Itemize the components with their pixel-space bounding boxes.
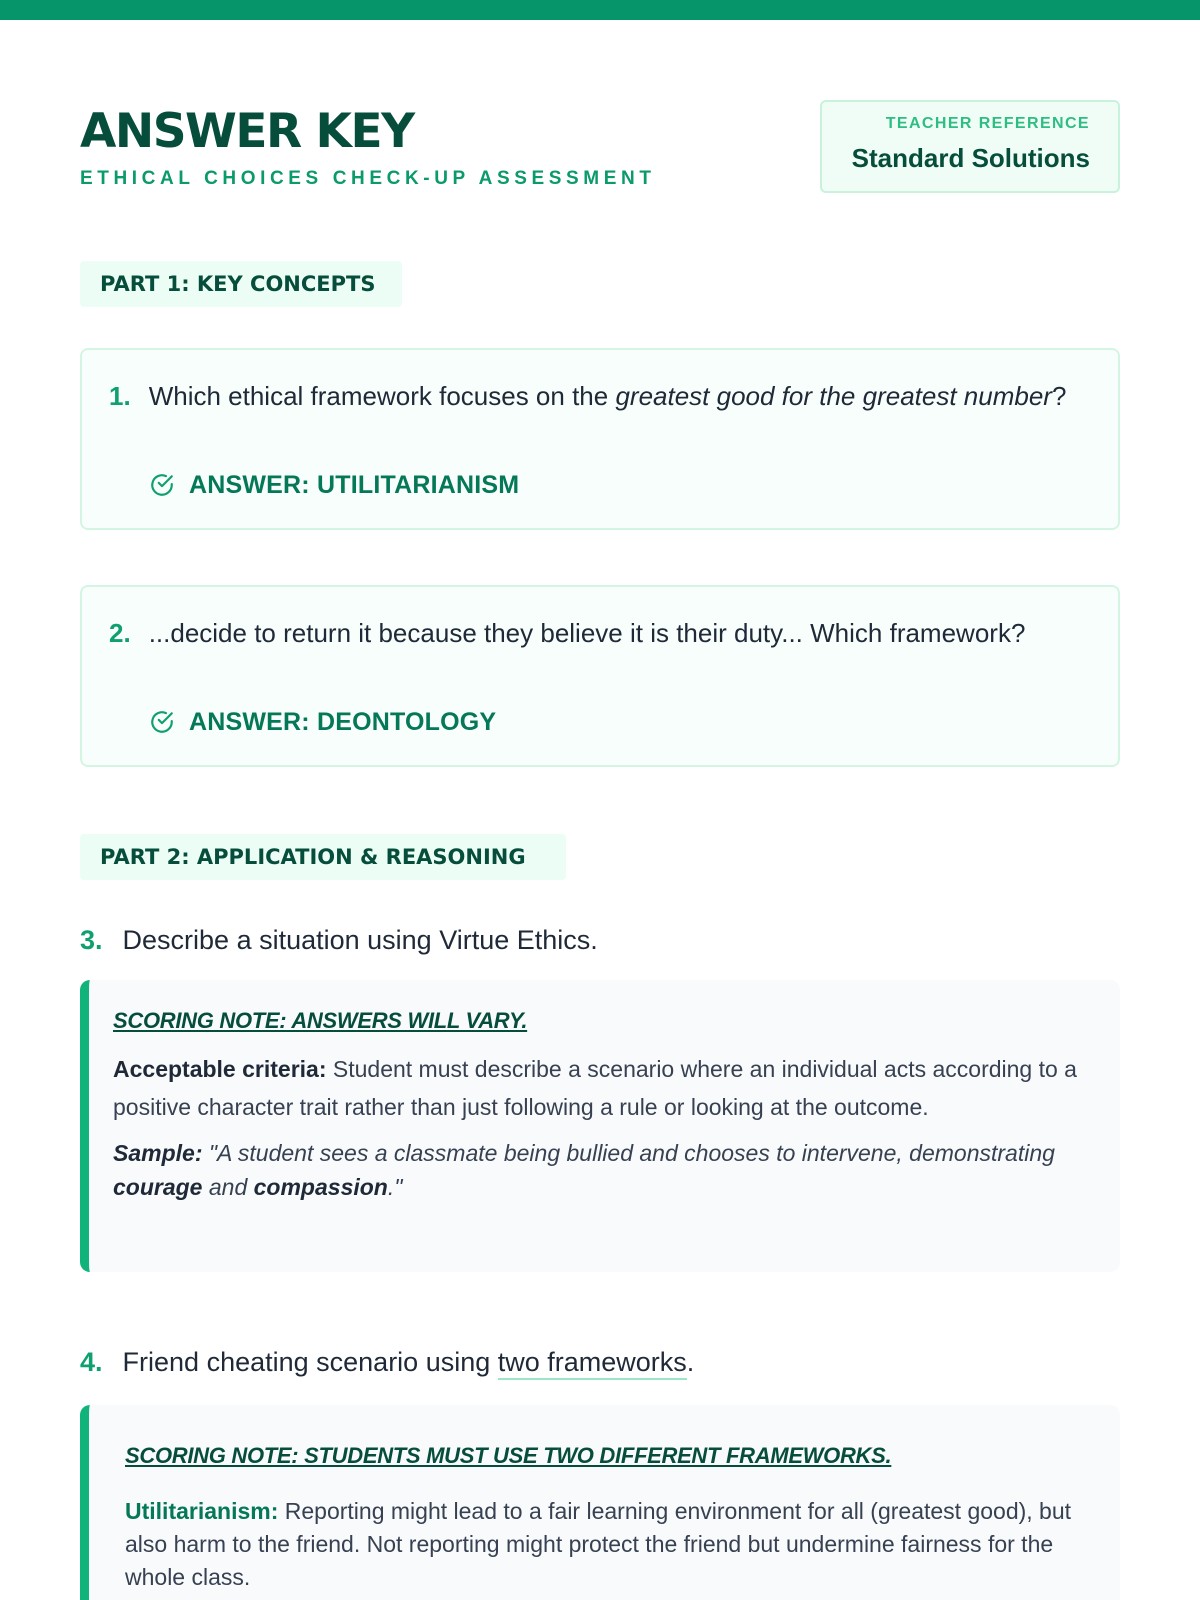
question-2-text-a: ...decide to return it because they believe it is their bbox=[148, 618, 735, 648]
sample-text-c: ." bbox=[387, 1174, 403, 1200]
question-1-text bbox=[109, 376, 1092, 416]
sample-trait-2: compassion bbox=[253, 1174, 388, 1200]
question-card-2 bbox=[80, 585, 1120, 767]
answer-2: ANSWER: DEONTOLOGY bbox=[189, 707, 497, 736]
question-2-bold: duty bbox=[734, 618, 782, 648]
question-card-1 bbox=[80, 348, 1120, 530]
page-subtitle: ETHICAL CHOICES CHECK-UP ASSESSMENT bbox=[80, 168, 656, 189]
reference-value: Standard Solutions bbox=[851, 143, 1090, 173]
sample-trait-1: courage bbox=[113, 1174, 203, 1200]
teacher-reference-card bbox=[820, 100, 1120, 193]
criteria-label: Acceptable criteria: bbox=[113, 1056, 327, 1082]
page-title: ANSWER KEY bbox=[80, 104, 414, 159]
scoring-note-3 bbox=[80, 980, 1120, 1272]
question-3-bold: Virtue Ethics bbox=[439, 925, 591, 955]
question-number: 3. bbox=[80, 925, 103, 955]
answer-1: ANSWER: UTILITARIANISM bbox=[189, 470, 520, 499]
question-3-text-before: Describe a situation using bbox=[122, 925, 440, 955]
acceptable-criteria bbox=[113, 1050, 1090, 1126]
framework-explanation bbox=[125, 1495, 1080, 1594]
question-number: 2. bbox=[109, 618, 131, 648]
question-1-text-after: ? bbox=[1051, 381, 1067, 411]
question-4-text bbox=[80, 1344, 694, 1380]
framework-label: Utilitarianism: bbox=[125, 1498, 279, 1524]
section-label-part1: PART 1: KEY CONCEPTS bbox=[80, 261, 402, 307]
question-2-text bbox=[109, 613, 1092, 653]
scoring-note-4 bbox=[80, 1405, 1120, 1600]
framework-text: Reporting might lead to a fair learning environment for all (greatest good), but also harm to the friend. Not reporting might protect the friend but undermine fairness for the whole class. bbox=[125, 1498, 1072, 1590]
sample-text-a: "A student sees a classmate being bullied and chooses to intervene, demonstrating bbox=[202, 1140, 1055, 1166]
question-3-text-after: . bbox=[590, 925, 598, 955]
page-header bbox=[80, 100, 1120, 210]
question-4-text-before: Friend cheating scenario using bbox=[122, 1347, 498, 1377]
criteria-text: Student must describe a scenario where an individual acts according to a positive character trait rather than just following a rule or looking at the outcome. bbox=[113, 1056, 1077, 1120]
answer-row-1 bbox=[149, 470, 519, 500]
question-2-text-b: ... Which framework? bbox=[781, 618, 1026, 648]
question-4-underlined: two frameworks bbox=[498, 1347, 687, 1380]
top-accent-bar bbox=[0, 0, 1200, 20]
sample-label: Sample: bbox=[113, 1140, 203, 1166]
question-number: 1. bbox=[109, 381, 131, 411]
sample-answer bbox=[113, 1136, 1090, 1204]
check-circle-icon bbox=[149, 472, 175, 498]
scoring-note-title: SCORING NOTE: STUDENTS MUST USE TWO DIFFERENT FRAMEWORKS. bbox=[125, 1443, 892, 1468]
section-label-part2: PART 2: APPLICATION & REASONING bbox=[80, 834, 566, 880]
question-1-emphasis: greatest good for the greatest number bbox=[615, 381, 1052, 411]
reference-label: TEACHER REFERENCE bbox=[885, 115, 1090, 132]
question-number: 4. bbox=[80, 1347, 103, 1377]
scoring-note-title: SCORING NOTE: ANSWERS WILL VARY. bbox=[113, 1008, 528, 1033]
question-4-text-after: . bbox=[686, 1347, 695, 1377]
question-3-text bbox=[80, 922, 598, 958]
question-1-text-before: Which ethical framework focuses on the bbox=[148, 381, 616, 411]
answer-row-2 bbox=[149, 707, 496, 737]
check-circle-icon bbox=[149, 709, 175, 735]
sample-text-b: and bbox=[202, 1174, 254, 1200]
